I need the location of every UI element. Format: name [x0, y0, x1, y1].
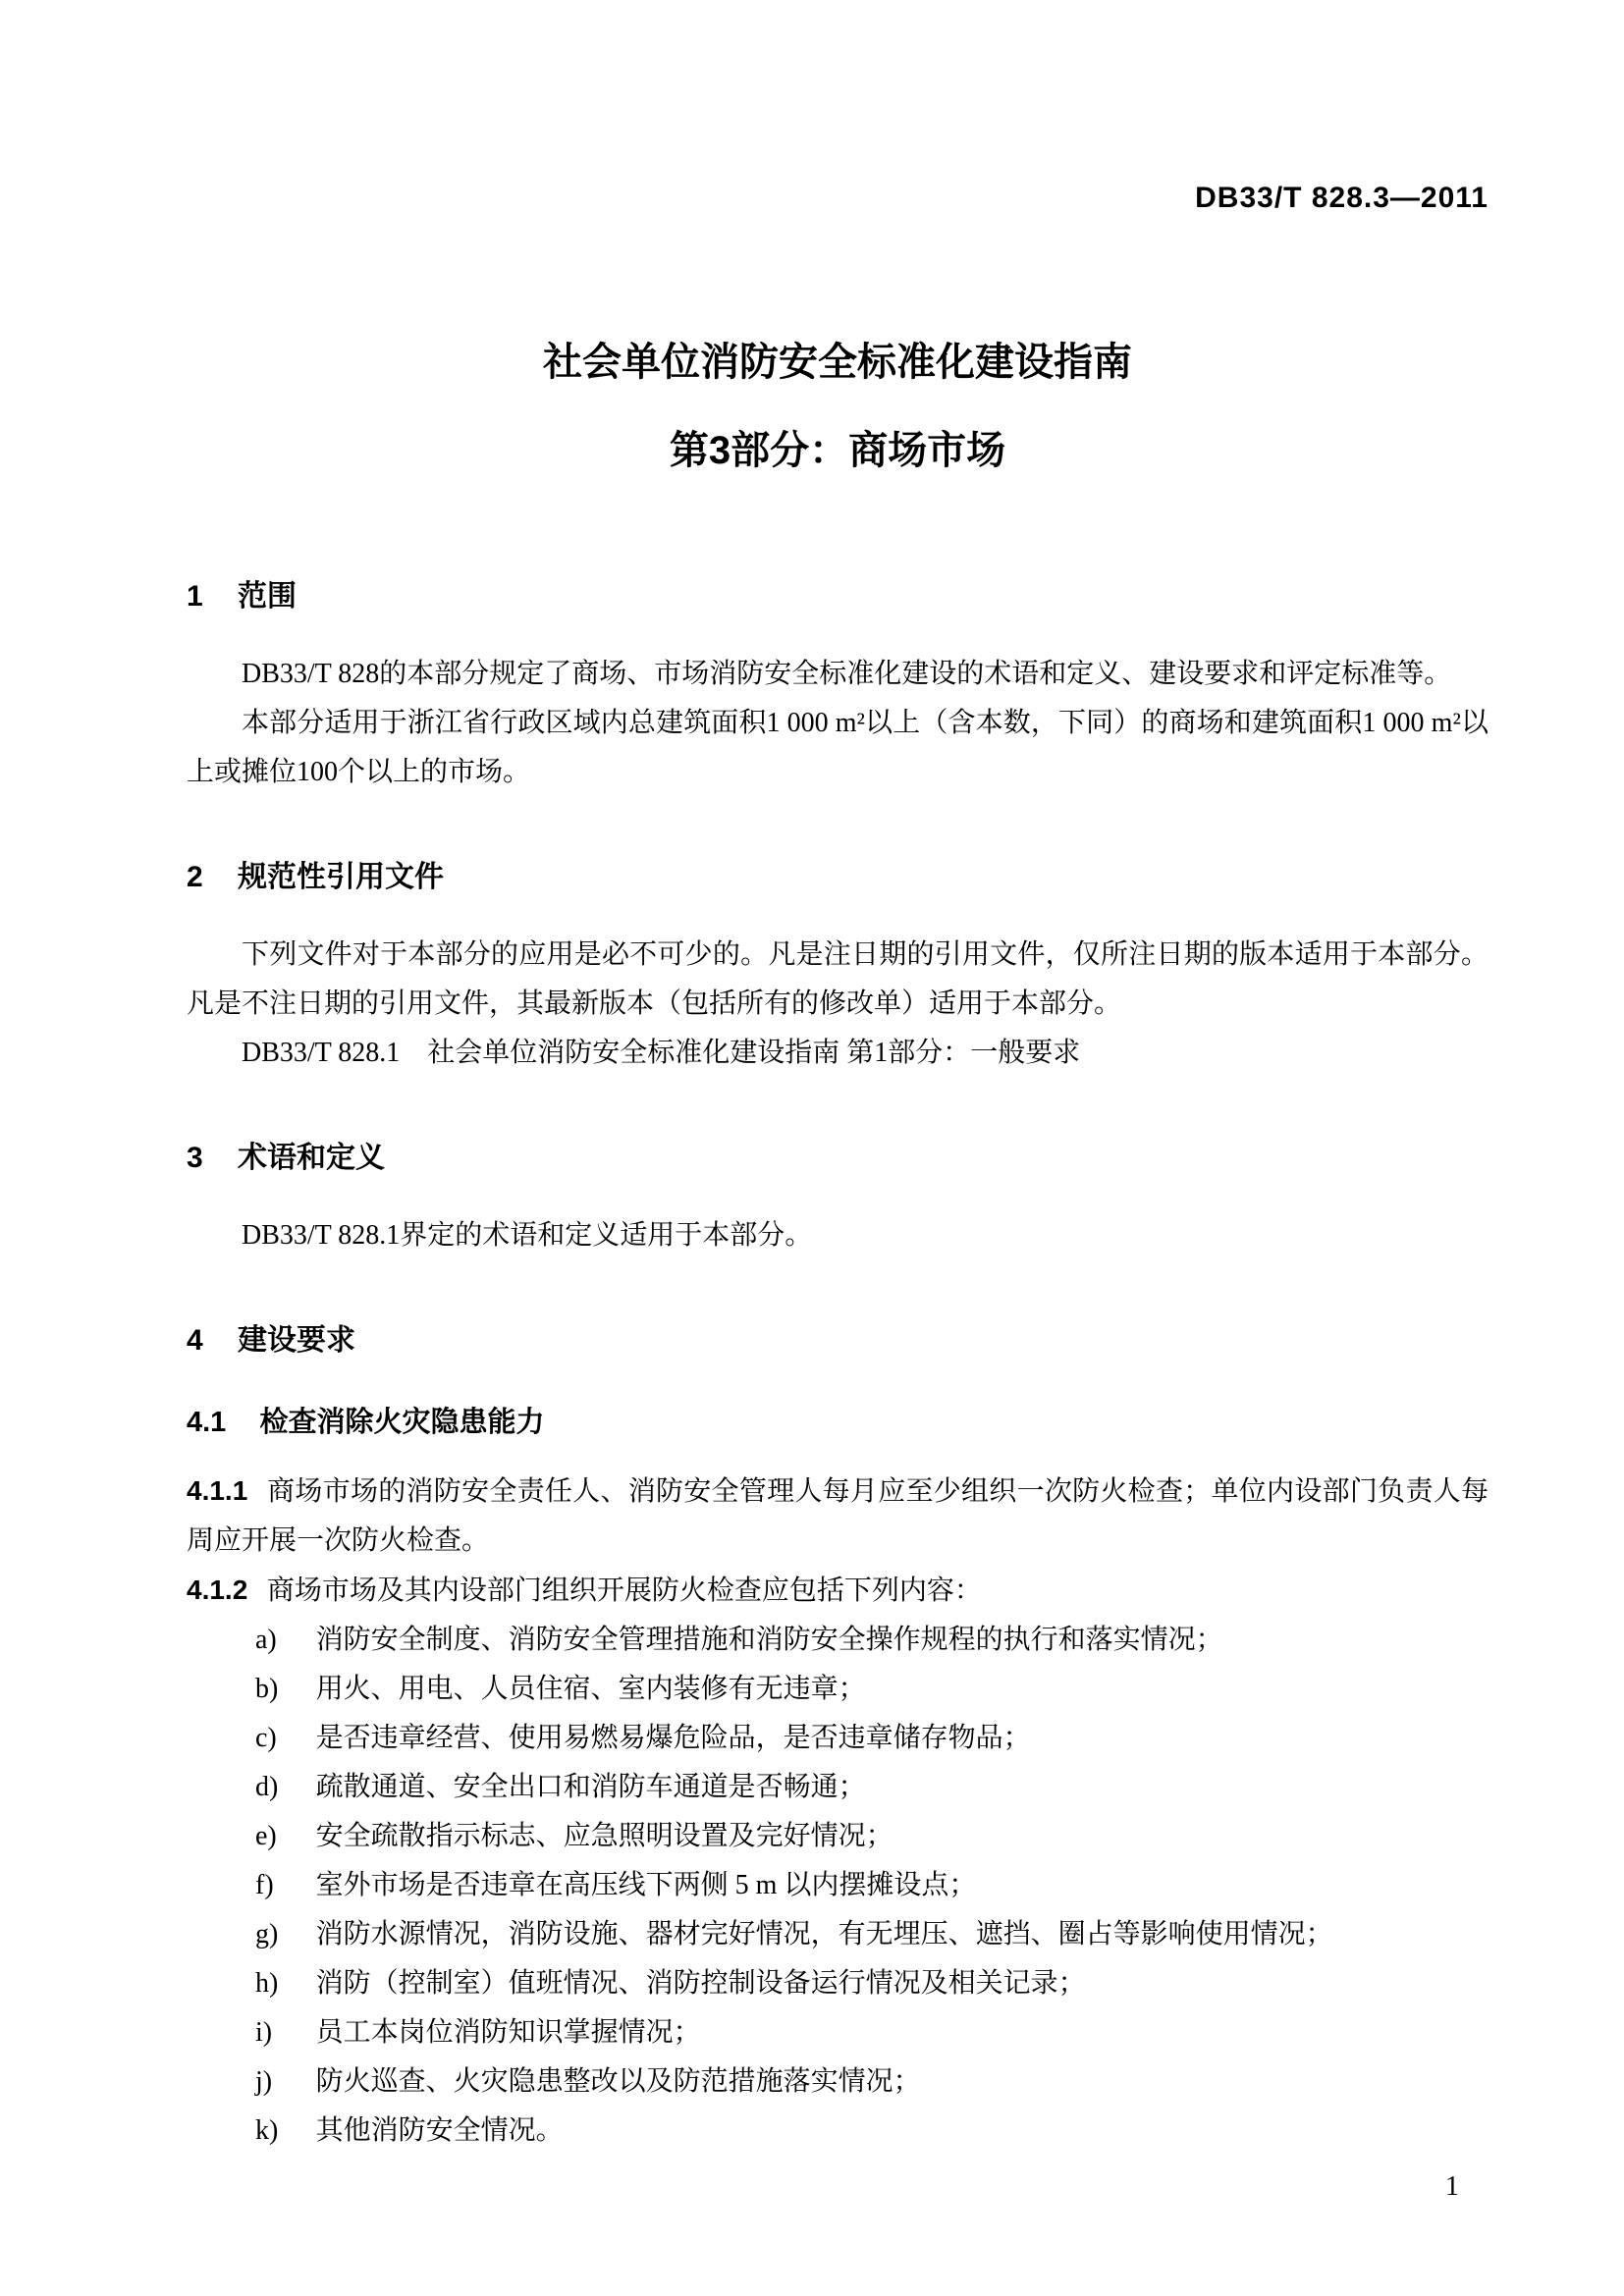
section-4-1-heading [187, 1404, 1489, 1441]
list-item-k [255, 2107, 1489, 2156]
clause-4-1-1-number: 4.1.1 [187, 1475, 248, 1506]
section-2-paragraph-1: 下列文件对于本部分的应用是必不可少的。凡是注日期的引用文件，仅所注日期的版本适用于本部分。凡是不注日期的引用文件，其最新版本（包括所有的修改单）适用于本部分。 [187, 939, 1489, 1019]
list-item-h-text: 消防（控制室）值班情况、消防控制设备运行情况及相关记录； [315, 1968, 1086, 1999]
clause-4-1-1 [187, 1467, 1489, 1566]
list-item-c-text: 是否违章经营、使用易燃易爆危险品，是否违章储存物品； [315, 1723, 1031, 1753]
clause-4-1-2-number: 4.1.2 [187, 1575, 248, 1605]
list-item-j-label: j) [255, 2066, 273, 2097]
list-item-e-text: 安全疏散指示标志、应急照明设置及完好情况； [315, 1821, 893, 1851]
page-number: 1 [1445, 2171, 1459, 2202]
check-list [187, 1616, 1489, 2156]
section-1-title: 范围 [238, 580, 298, 613]
list-item-k-text: 其他消防安全情况。 [315, 2115, 564, 2146]
section-4-1-number: 4.1 [187, 1407, 227, 1438]
section-3-paragraph-1: DB33/T 828.1界定的术语和定义适用于本部分。 [242, 1220, 813, 1251]
section-1-paragraph-2: 本部分适用于浙江省行政区域内总建筑面积1 000 m²以上（含本数，下同）的商场和建筑面积1 000 m²以上或摊位100个以上的市场。 [187, 708, 1489, 787]
section-2-number: 2 [187, 861, 203, 893]
list-item-b [255, 1665, 1489, 1714]
section-3-title: 术语和定义 [238, 1142, 386, 1174]
section-4-number: 4 [187, 1324, 203, 1357]
section-2-reference: DB33/T 828.1 社会单位消防安全标准化建设指南 第1部分：一般要求 [242, 1038, 1081, 1068]
section-2-title: 规范性引用文件 [238, 861, 445, 893]
section-3-heading [187, 1139, 1489, 1178]
list-item-a [255, 1616, 1489, 1665]
doc-number: DB33/T 828.3—2011 [1195, 182, 1489, 214]
list-item-h [255, 1959, 1489, 2008]
section-construction-requirements [187, 1321, 1489, 2156]
list-item-k-label: k) [255, 2115, 279, 2146]
section-3-number: 3 [187, 1142, 203, 1174]
list-item-e [255, 1812, 1489, 1861]
list-item-f [255, 1861, 1489, 1910]
section-1-paragraph-1: DB33/T 828的本部分规定了商场、市场消防安全标准化建设的术语和定义、建设要求和评定标准等。 [242, 659, 1452, 689]
list-item-i-text: 员工本岗位消防知识掌握情况； [315, 2017, 701, 2048]
list-item-c-label: c) [255, 1723, 277, 1753]
section-normative-references [187, 858, 1489, 1078]
list-item-b-text: 用火、用电、人员住宿、室内装修有无违章； [315, 1674, 866, 1704]
doc-title [187, 318, 1489, 495]
list-item-e-label: e) [255, 1821, 277, 1851]
list-item-g-text: 消防水源情况，消防设施、器材完好情况，有无埋压、遮挡、圈占等影响使用情况； [315, 1919, 1333, 1949]
section-4-title: 建设要求 [238, 1324, 356, 1357]
doc-header [187, 182, 1489, 215]
doc-title-line-2: 第3部分：商场市场 [669, 429, 1006, 472]
section-1-heading [187, 577, 1489, 616]
section-4-1-title: 检查消除火灾隐患能力 [259, 1407, 545, 1438]
list-item-f-text: 室外市场是否违章在高压线下两侧 5 m 以内摆摊设点； [315, 1870, 977, 1900]
clause-4-1-2 [187, 1566, 1489, 1616]
list-item-a-label: a) [255, 1625, 277, 1655]
list-item-i-label: i) [255, 2017, 273, 2048]
doc-title-line-1: 社会单位消防安全标准化建设指南 [543, 341, 1132, 384]
list-item-a-text: 消防安全制度、消防安全管理措施和消防安全操作规程的执行和落实情况； [315, 1625, 1223, 1655]
list-item-g-label: g) [255, 1919, 279, 1949]
list-item-j [255, 2057, 1489, 2107]
list-item-b-label: b) [255, 1674, 279, 1704]
section-scope [187, 577, 1489, 797]
list-item-d-label: d) [255, 1772, 279, 1802]
list-item-d [255, 1763, 1489, 1812]
list-item-f-label: f) [255, 1870, 274, 1900]
section-terms-definitions [187, 1139, 1489, 1260]
section-1-number: 1 [187, 580, 203, 613]
clause-4-1-1-text: 商场市场的消防安全责任人、消防安全管理人每月应至少组织一次防火检查；单位内设部门负责人每周应开展一次防火检查。 [187, 1476, 1489, 1556]
section-4-heading [187, 1321, 1489, 1361]
clause-4-1-2-text: 商场市场及其内设部门组织开展防火检查应包括下列内容： [266, 1575, 982, 1606]
list-item-c [255, 1714, 1489, 1763]
list-item-d-text: 疏散通道、安全出口和消防车通道是否畅通； [315, 1772, 866, 1802]
list-item-i [255, 2008, 1489, 2057]
list-item-g [255, 1910, 1489, 1959]
list-item-j-text: 防火巡查、火灾隐患整改以及防范措施落实情况； [315, 2066, 921, 2097]
list-item-h-label: h) [255, 1968, 279, 1999]
section-2-heading [187, 858, 1489, 897]
